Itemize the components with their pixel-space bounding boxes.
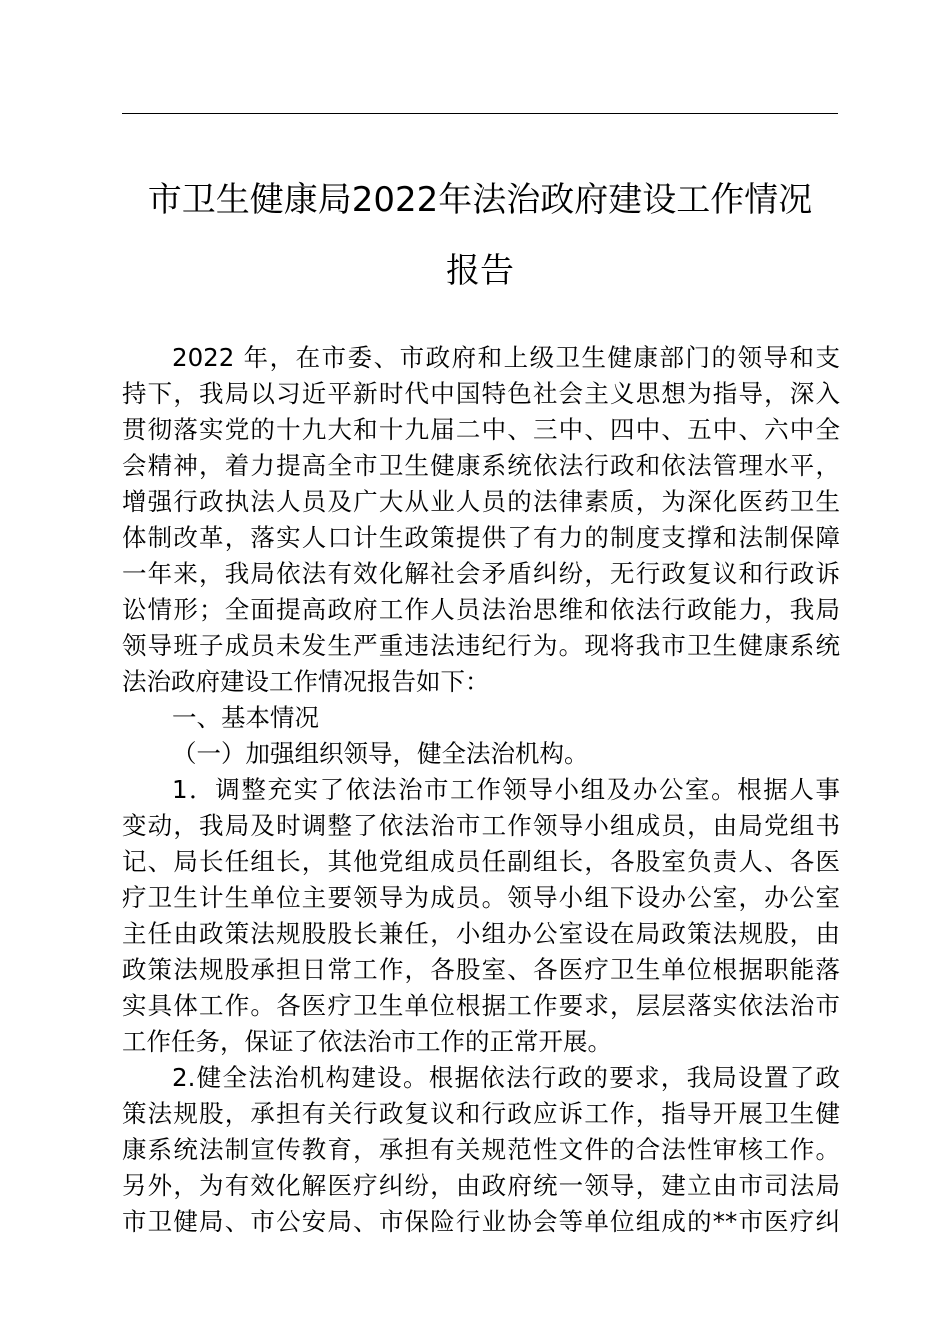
document-body	[122, 340, 840, 1240]
body-line: 法治政府建设工作情况报告如下：	[122, 667, 490, 696]
body-line: 增强行政执法人员及广大从业人员的法律素质，为深化医药卫生	[122, 487, 840, 516]
body-line: 2022 年，在市委、市政府和上级卫生健康部门的领导和支	[172, 343, 840, 372]
body-line: 2.健全法治机构建设。根据依法行政的要求，我局设置了政	[172, 1063, 840, 1092]
body-line: 1．调整充实了依法治市工作领导小组及办公室。根据人事	[172, 775, 840, 804]
document-title-line-1: 市卫生健康局2022年法治政府建设工作情况	[147, 180, 813, 220]
body-line: 政策法规股承担日常工作，各股室、各医疗卫生单位根据职能落	[122, 955, 840, 984]
body-line: 变动，我局及时调整了依法治市工作领导小组成员，由局党组书	[122, 811, 840, 840]
body-line: 工作任务，保证了依法治市工作的正常开展。	[122, 1027, 612, 1056]
header-rule	[122, 113, 838, 114]
body-line: 会精神，着力提高全市卫生健康系统依法行政和依法管理水平，	[122, 451, 840, 480]
body-line: 疗卫生计生单位主要领导为成员。领导小组下设办公室，办公室	[122, 883, 840, 912]
body-line: 一年来，我局依法有效化解社会矛盾纠纷，无行政复议和行政诉	[122, 559, 840, 588]
body-line: 一、基本情况	[172, 703, 319, 732]
body-line: 领导班子成员未发生严重违法违纪行为。现将我市卫生健康系统	[122, 631, 840, 660]
body-line: 市卫健局、市公安局、市保险行业协会等单位组成的**市医疗纠	[122, 1207, 840, 1236]
body-line: 另外，为有效化解医疗纠纷，由政府统一领导，建立由市司法局	[122, 1171, 840, 1200]
body-line: 康系统法制宣传教育，承担有关规范性文件的合法性审核工作。	[122, 1135, 840, 1164]
document-title-line-2: 报告	[446, 251, 514, 291]
body-line: 体制改革，落实人口计生政策提供了有力的制度支撑和法制保障	[122, 523, 840, 552]
body-line: 贯彻落实党的十九大和十九届二中、三中、四中、五中、六中全	[122, 415, 840, 444]
body-line: 主任由政策法规股股长兼任，小组办公室设在局政策法规股，由	[122, 919, 840, 948]
body-line: 策法规股，承担有关行政复议和行政应诉工作，指导开展卫生健	[122, 1099, 840, 1128]
body-line: （一）加强组织领导，健全法治机构。	[172, 739, 589, 768]
body-line: 记、局长任组长，其他党组成员任副组长，各股室负责人、各医	[122, 847, 840, 876]
body-line: 讼情形；全面提高政府工作人员法治思维和依法行政能力，我局	[122, 595, 840, 624]
body-line: 实具体工作。各医疗卫生单位根据工作要求，层层落实依法治市	[122, 991, 840, 1020]
body-line: 持下，我局以习近平新时代中国特色社会主义思想为指导，深入	[122, 379, 840, 408]
